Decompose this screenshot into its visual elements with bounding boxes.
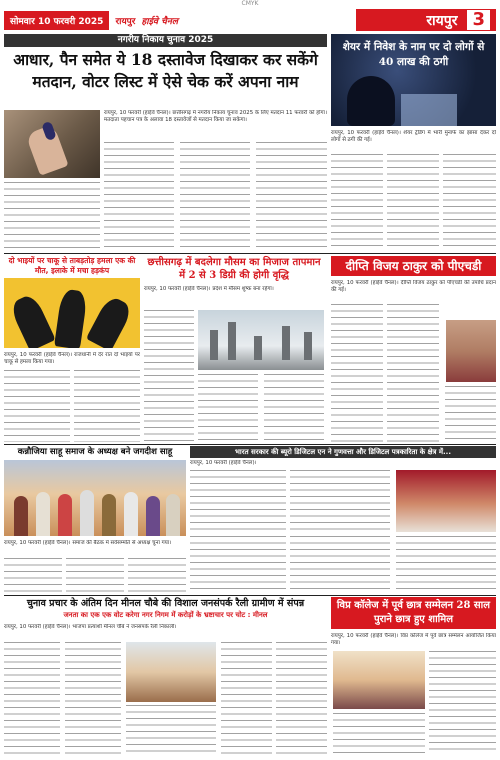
story-city-crime [4,256,140,444]
body-column [190,536,286,592]
body-column [66,558,124,592]
body-column [333,713,425,755]
body-column [126,705,216,755]
issue-date: सोमवार 10 फरवरी 2025 [4,11,109,30]
body-column [264,374,324,442]
registration-mark: CMYK [241,0,259,7]
body-column [4,558,62,592]
body-column [429,651,496,755]
story-election [4,34,327,252]
body-column [4,642,60,755]
headline-line-1: आधार, पैन समेत ये 18 दस्तावेज दिखाकर कर सकेंगे [13,50,318,69]
story-society [4,446,186,594]
person-shape [166,494,180,536]
hacker-photo [331,34,496,126]
person-shape [36,492,50,536]
story-dateline: रायपुर, 10 फरवरी (हाईवे चैनल)। छत्तीसगढ़ में नगरीय निकाय चुनाव 2025 के लिए मतदान 11 फरवरी को होगा। मतदाता पहचान पत्र के अलावा 18 दस्तावेजों से मतदान किया जा सकेगा। [104,110,327,124]
body-column [331,304,383,442]
hooded-figure [347,76,395,126]
body-column [396,536,496,592]
body-column [445,386,496,442]
body-column [221,642,272,755]
story-weather [144,256,324,444]
body-column [387,154,439,250]
story-phd [331,256,496,444]
edition-city: रायपुर [115,16,136,27]
headline-line-2: मतदान, वोटर लिस्ट में ऐसे चेक करें अपना नाम [32,72,299,91]
story-headline: दो भाइयों पर चाकू से ताबड़तोड़ हमला एक की मौत, इलाके में मचा हड़कंप [8,256,136,275]
tower-shape [210,330,218,360]
newspaper-brand: हाईवे चैनल [141,16,178,27]
body-column [65,642,121,755]
masthead-left [4,9,344,31]
story-alumni [331,597,496,757]
body-column [443,154,496,250]
hand-shape [54,288,88,348]
story-headline [4,49,327,93]
body-column [290,536,390,592]
tower-shape [254,336,262,360]
person-shape [58,494,72,536]
alumni-photo [333,651,425,709]
person-shape [124,492,138,536]
body-column [387,304,439,442]
tower-shape [282,326,290,360]
body-column [74,370,140,442]
portrait-photo [446,320,496,382]
divider [4,444,496,445]
award-photo [396,470,496,532]
story-media-event [190,446,496,594]
body-column [190,470,286,532]
tower-shape [304,332,312,360]
page-number: 3 [467,10,490,30]
story-dateline: रायपुर, 10 फरवरी (हाईवे चैनल)। राजधानी में देर रात दो भाइयों पर चाकू से हमला किया गया। [4,352,140,366]
story-headline: शेयर में निवेश के नाम पर दो लोगों से 40 लाख की ठगी [342,41,485,68]
story-headline: दीप्ति विजय ठाकुर को पीएचडी [331,256,496,276]
story-dateline: रायपुर, 10 फरवरी (हाईवे चैनल)। प्रदेश में मौसम शुष्क बना रहेगा। [144,286,274,292]
story-headline: भारत सरकार की ब्यूरो डिजिटल एन ने गुणवत्ता और डिजिटल पत्रकारिता के क्षेत्र में... [190,446,496,458]
body-column [290,470,390,532]
story-headline: कन्नौजिया साहू समाज के अध्यक्ष बने जगदीश साहू [17,447,173,457]
person-shape [80,490,94,536]
masthead [4,9,496,31]
body-column [144,310,194,442]
story-subhead: जनता का एक एक वोट करेगा नगर निगम में करोड़ों के भ्रष्टाचार पर चोट : मीनल [63,611,268,619]
person-shape [14,496,28,536]
story-kicker: नगरीय निकाय चुनाव 2025 [4,34,327,47]
story-cyber-fraud [331,34,496,252]
hand-shape [86,294,134,348]
story-dateline: रायपुर, 10 फरवरी (हाईवे चैनल)। शेयर ट्रेडिंग में भारी मुनाफे का झांसा देकर दो लोगों से ठगी की गई। [331,130,496,144]
story-dateline: रायपुर, 10 फरवरी (हाईवे चैनल)। दीप्ति विजय ठाकुर को पीएचडी की उपाधि प्रदान की गई। [331,280,496,294]
divider [4,595,496,596]
story-headline: छत्तीसगढ़ में बदलेगा मौसम का मिजाज तापमान में 2 से 3 डिग्री की होगी वृद्धि [147,257,321,281]
voter-ink-photo [4,110,100,178]
body-column [276,642,327,755]
laptop-glow [401,94,457,126]
rally-photo [126,642,216,702]
story-dateline: रायपुर, 10 फरवरी (हाईवे चैनल)। विप्र कॉलेज में पूर्व छात्र सम्मेलन आयोजित किया गया। [331,633,496,647]
person-shape [102,494,116,536]
body-column [256,142,327,250]
body-column [180,142,250,250]
group-photo [4,460,186,536]
body-column [4,182,100,250]
section-name: रायपुर [426,12,458,29]
story-dateline: रायपुर, 10 फरवरी (हाईवे चैनल)। [190,460,257,466]
story-dateline: रायपुर, 10 फरवरी (हाईवे चैनल)। समाज की बैठक में सर्वसम्मति से अध्यक्ष चुना गया। [4,540,172,546]
hand-shape [8,293,55,348]
body-column [4,370,70,442]
person-shape [146,496,160,536]
story-campaign [4,597,327,757]
tower-shape [228,322,236,360]
story-headline: विप्र कॉलेज में पूर्व छात्र सम्मेलन 28 साल पुराने छात्र हुए शामिल [331,597,496,629]
story-headline: चुनाव प्रचार के अंतिम दिन मीनल चौबे की विशाल जनसंपर्क रैली ग्रामीण में संपन्न [26,598,305,609]
hands-illustration [4,278,140,348]
body-column [331,154,383,250]
body-column [198,374,258,442]
city-skyline-photo [198,310,324,370]
body-column [104,142,174,250]
section-band [356,9,496,31]
story-dateline: रायपुर, 10 फरवरी (हाईवे चैनल)। भाजपा प्रत्याशी मीनल चौबे ने जनसंपर्क रैली निकाली। [4,624,177,630]
body-column [128,558,186,592]
divider [4,253,496,254]
